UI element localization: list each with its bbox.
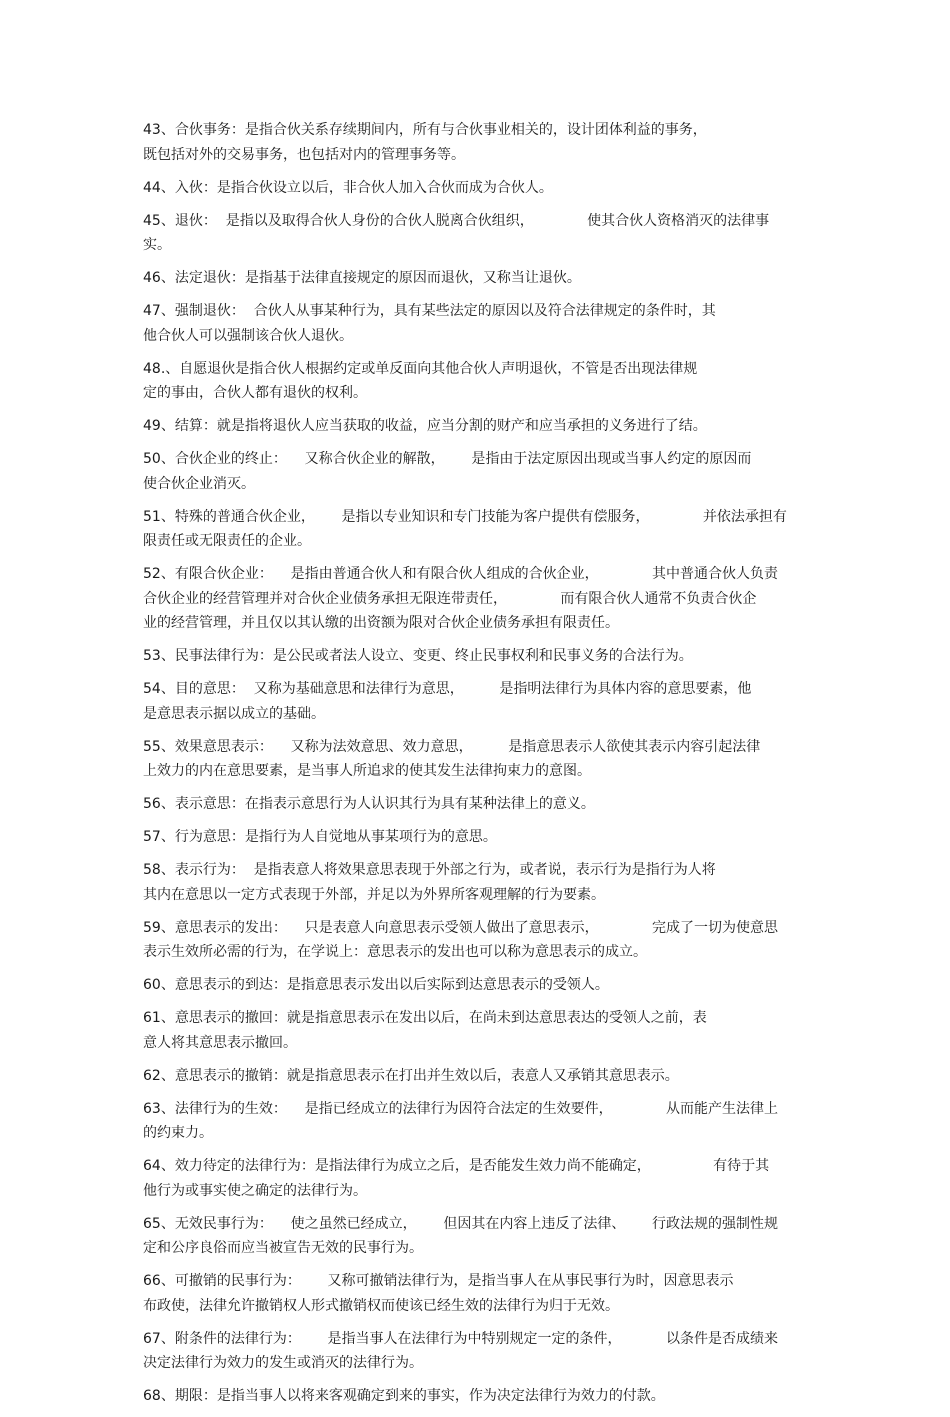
entry-61 — [143, 1006, 808, 1055]
entry-48 — [143, 357, 808, 406]
entry-63 — [143, 1097, 808, 1146]
entry-47 — [143, 299, 808, 348]
entry-line: 68、期限：是指当事人以将来客观确定到来的事实，作为决定法律行为效力的付款。 — [143, 1388, 665, 1404]
entry-line: 48.、自愿退伙是指合伙人根据约定或单反面向其他合伙人声明退伙，不管是否出现法律规 — [143, 360, 698, 377]
entry-line: 49、结算：就是指将退伙人应当获取的收益，应当分割的财产和应当承担的义务进行了结。 — [143, 418, 707, 434]
entry-line: 的约束力。 — [143, 1125, 213, 1141]
entry-56 — [143, 792, 808, 817]
entry-line: 决定法律行为效力的发生或消灭的法律行为。 — [143, 1355, 423, 1371]
entry-54 — [143, 677, 808, 726]
entry-line: 65、无效民事行为： 使之虽然已经成立， 但因其在内容上违反了法律、 行政法规的强制性规 — [143, 1215, 779, 1232]
entry-line: 定和公序良俗而应当被宣告无效的民事行为。 — [143, 1240, 423, 1256]
entry-line: 其内在意思以一定方式表现于外部，并足以为外界所客观理解的行为要素。 — [143, 886, 605, 903]
entry-53 — [143, 644, 808, 669]
entry-line: 45、退伙： 是指以及取得合伙人身份的合伙人脱离合伙组织， 使其合伙人资格消灭的法律事 — [143, 212, 770, 229]
entry-50 — [143, 447, 808, 496]
entry-60 — [143, 973, 808, 998]
entry-line: 上效力的内在意思要素，是当事人所追求的使其发生法律拘束力的意图。 — [143, 763, 591, 779]
entry-44 — [143, 176, 808, 201]
entry-line: 实。 — [143, 237, 171, 253]
entry-line: 业的经营管理，并且仅以其认缴的出资额为限对合伙企业债务承担有限责任。 — [143, 615, 619, 631]
entry-line: 66、可撤销的民事行为： 又称可撤销法律行为，是指当事人在从事民事行为时，因意思表示 — [143, 1273, 734, 1289]
entry-66 — [143, 1269, 808, 1318]
entry-line: 50、合伙企业的终止： 又称合伙企业的解散， 是指由于法定原因出现或当事人约定的原因而 — [143, 451, 752, 467]
entry-line: 是意思表示据以成立的基础。 — [143, 705, 325, 722]
entry-line: 57、行为意思：是指行为人自觉地从事某项行为的意思。 — [143, 829, 497, 845]
entry-line: 67、附条件的法律行为： 是指当事人在法律行为中特别规定一定的条件， 以条件是否成绩来 — [143, 1330, 779, 1347]
entry-line: 61、意思表示的撤回：就是指意思表示在发出以后，在尚未到达意思表达的受领人之前，表 — [143, 1010, 707, 1026]
entry-line: 54、目的意思： 又称为基础意思和法律行为意思， 是指明法律行为具体内容的意思要素，他 — [143, 681, 752, 697]
entry-line: 使合伙企业消灭。 — [143, 475, 255, 492]
entry-line: 限责任或无限责任的企业。 — [143, 533, 311, 549]
entry-line: 合伙企业的经营管理并对合伙企业债务承担无限连带责任， 而有限合伙人通常不负责合伙企 — [143, 590, 757, 607]
entry-line: 43、合伙事务：是指合伙关系存续期间内，所有与合伙事业相关的，设计团体利益的事务， — [143, 122, 707, 138]
entry-line: 既包括对外的交易事务，也包括对内的管理事务等。 — [143, 146, 465, 163]
entry-line: 64、效力待定的法律行为：是指法律行为成立之后，是否能发生效力尚不能确定， 有待于其 — [143, 1158, 770, 1174]
entry-line: 意人将其意思表示撤回。 — [143, 1034, 297, 1051]
entry-51 — [143, 505, 808, 554]
entry-line: 51、特殊的普通合伙企业， 是指以专业知识和专门技能为客户提供有偿服务， 并依法承担有 — [143, 508, 787, 525]
glossary-body — [143, 118, 808, 1417]
entry-line: 他行为或事实使之确定的法律行为。 — [143, 1182, 367, 1199]
entry-line: 定的事由，合伙人都有退伙的权利。 — [143, 385, 367, 401]
entry-55 — [143, 735, 808, 784]
entry-46 — [143, 266, 808, 291]
entry-43 — [143, 118, 808, 167]
entry-64 — [143, 1154, 808, 1203]
entry-line: 58、表示行为： 是指表意人将效果意思表现于外部之行为，或者说，表示行为是指行为人将 — [143, 862, 716, 878]
entry-45 — [143, 209, 808, 258]
entry-line: 表示生效所必需的行为，在学说上：意思表示的发出也可以称为意思表示的成立。 — [143, 944, 647, 960]
entry-line: 56、表示意思：在指表示意思行为人认识其行为具有某种法律上的意义。 — [143, 796, 595, 812]
entry-line: 他合伙人可以强制该合伙人退伙。 — [143, 327, 353, 344]
entry-65 — [143, 1212, 808, 1261]
entry-62 — [143, 1064, 808, 1089]
entry-line: 44、入伙：是指合伙设立以后，非合伙人加入合伙而成为合伙人。 — [143, 179, 553, 196]
entry-line: 62、意思表示的撤销：就是指意思表示在打出并生效以后，表意人又承销其意思表示。 — [143, 1067, 679, 1084]
entry-line: 60、意思表示的到达：是指意思表示发出以后实际到达意思表示的受领人。 — [143, 977, 609, 993]
entry-58 — [143, 858, 808, 907]
entry-line: 55、效果意思表示： 又称为法效意思、效力意思， 是指意思表示人欲使其表示内容引起法律 — [143, 738, 761, 755]
entry-line: 53、民事法律行为：是公民或者法人设立、变更、终止民事权利和民事义务的合法行为。 — [143, 648, 693, 664]
entry-52 — [143, 562, 808, 636]
entry-57 — [143, 825, 808, 850]
entry-67 — [143, 1327, 808, 1376]
entry-line: 布政使，法律允许撤销权人形式撤销权而使该已经生效的法律行为归于无效。 — [143, 1297, 619, 1314]
entry-59 — [143, 916, 808, 965]
entry-68 — [143, 1384, 808, 1409]
entry-line: 63、法律行为的生效： 是指已经成立的法律行为因符合法定的生效要件， 从而能产生法律上 — [143, 1100, 779, 1117]
entry-line: 46、法定退伙：是指基于法律直接规定的原因而退伙，又称当让退伙。 — [143, 270, 581, 286]
entry-line: 47、强制退伙： 合伙人从事某种行为，具有某些法定的原因以及符合法律规定的条件时，其 — [143, 303, 716, 319]
entry-line: 59、意思表示的发出： 只是表意人向意思表示受领人做出了意思表示， 完成了一切为使意思 — [143, 919, 779, 936]
entry-line: 52、有限合伙企业： 是指由普通合伙人和有限合伙人组成的合伙企业， 其中普通合伙人负责 — [143, 566, 779, 582]
entry-49 — [143, 414, 808, 439]
